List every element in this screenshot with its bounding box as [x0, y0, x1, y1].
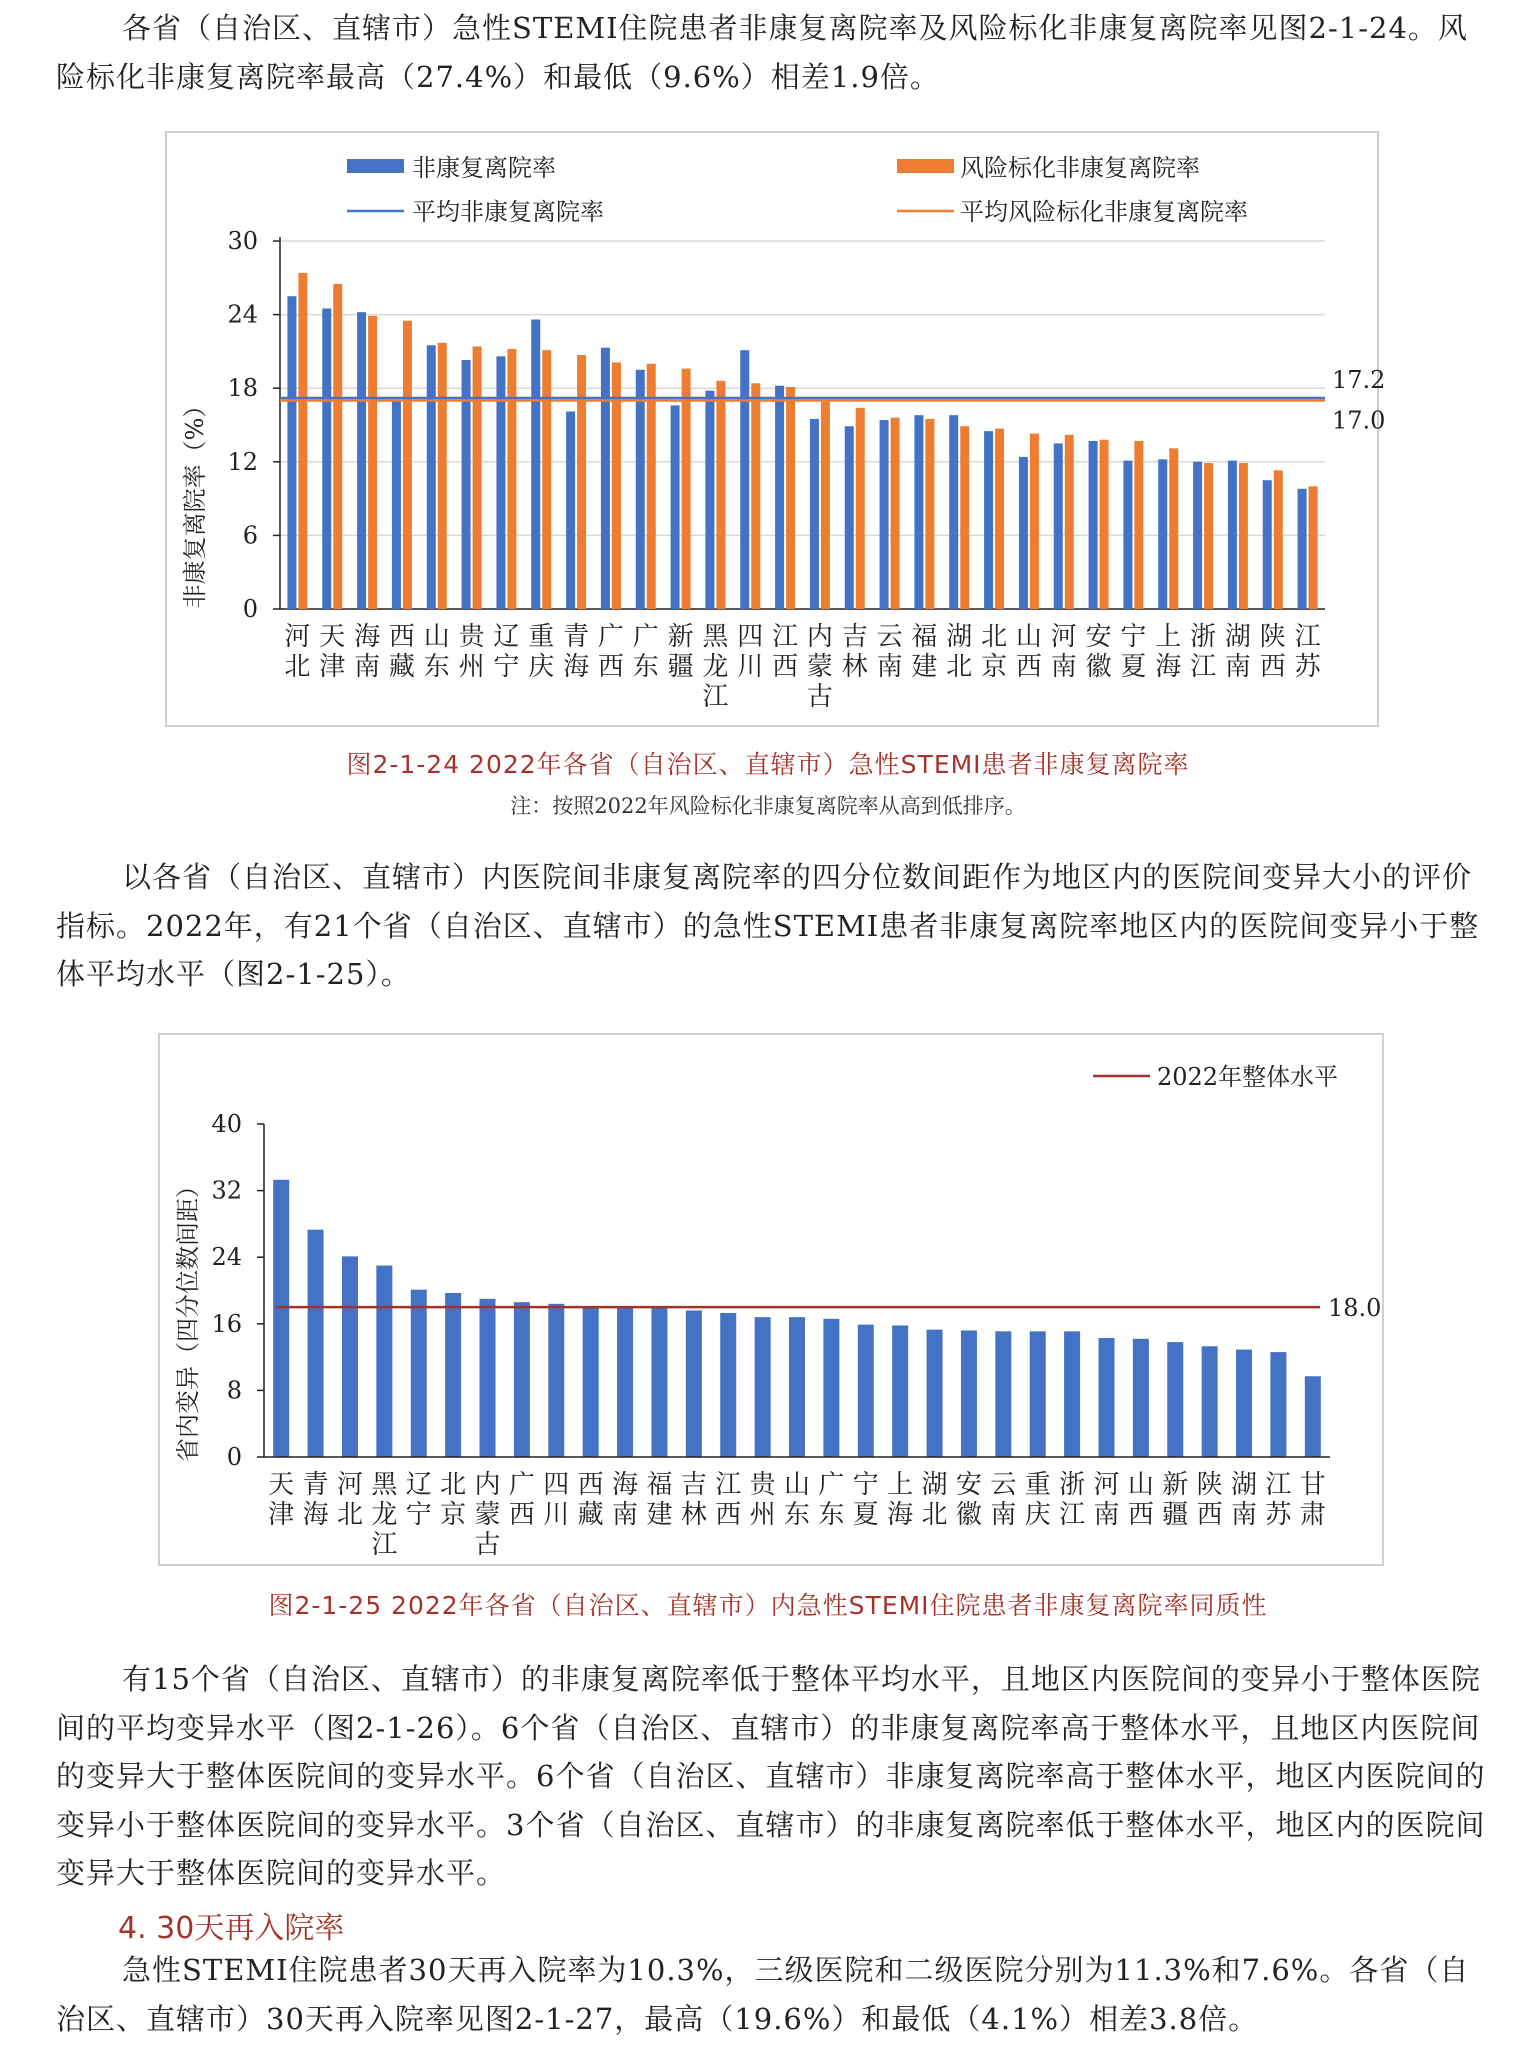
x-tick-label-新疆: 新 — [667, 622, 694, 652]
chart-fig-2-1-24 — [165, 131, 1386, 727]
bar-variation-河南 — [1098, 1338, 1114, 1457]
x-tick-label-山西: 山 — [1127, 1470, 1154, 1500]
bar-risk-rate-江苏 — [1309, 486, 1318, 609]
y-tick-label: 0 — [242, 595, 258, 623]
x-tick-label-湖北: 湖 — [946, 622, 973, 652]
bar-risk-rate-湖北 — [960, 426, 969, 609]
x-tick-label-山东: 东 — [423, 652, 450, 682]
intro-paragraph: 各省（自治区、直辖市）急性STEMI住院患者非康复离院率及风险标化非康复离院率见图2-1-24。风险标化非康复离院率最高（27.4%）和最低（9.6%）相差1.9倍。 — [56, 11, 1468, 94]
x-tick-label-甘肃: 肃 — [1299, 1500, 1326, 1530]
x-tick-label-海南: 南 — [354, 652, 381, 682]
x-tick-label-青海: 海 — [302, 1500, 329, 1530]
bar-risk-rate-内蒙古 — [821, 402, 830, 609]
bar-variation-福建 — [651, 1307, 667, 1457]
x-tick-label-浙江: 江 — [1059, 1500, 1086, 1530]
x-tick-label-贵州: 贵 — [749, 1470, 776, 1500]
bar-variation-江苏 — [1270, 1352, 1286, 1457]
bar-variation-海南 — [617, 1307, 633, 1457]
bar-variation-吉林 — [686, 1310, 702, 1457]
bar-variation-安徽 — [961, 1330, 977, 1457]
bar-rate-湖北 — [949, 415, 958, 609]
bar-risk-rate-黑龙江 — [716, 381, 725, 609]
bar-rate-河北 — [287, 296, 296, 609]
x-tick-label-新疆: 疆 — [667, 652, 694, 682]
legend-swatch-orange-bar — [897, 159, 954, 173]
y-tick-label: 12 — [227, 447, 258, 476]
x-tick-label-陕西: 西 — [1196, 1500, 1223, 1530]
x-tick-label-海南: 海 — [612, 1470, 639, 1500]
bar-variation-青海 — [308, 1230, 324, 1457]
bar-risk-rate-江西 — [786, 387, 795, 609]
figure-caption-2-1-24: 图2-1-24 2022年各省（自治区、直辖市）急性STEMI患者非康复离院率 — [346, 750, 1190, 779]
x-tick-label-山西: 山 — [1015, 622, 1042, 652]
bar-risk-rate-山西 — [1030, 434, 1039, 609]
bar-variation-宁夏 — [858, 1325, 874, 1457]
avg-rate-label: 17.2 — [1332, 366, 1386, 395]
x-tick-label-北京: 京 — [440, 1500, 467, 1530]
x-tick-label-山西: 西 — [1127, 1500, 1154, 1530]
bar-risk-rate-贵州 — [473, 346, 482, 609]
bar-risk-rate-河北 — [298, 273, 307, 609]
x-tick-label-青海: 海 — [563, 652, 590, 682]
bar-rate-青海 — [566, 412, 575, 609]
bar-variation-辽宁 — [411, 1290, 427, 1457]
bar-rate-浙江 — [1193, 462, 1202, 609]
x-tick-label-新疆: 疆 — [1162, 1500, 1189, 1530]
x-tick-label-山东: 山 — [783, 1470, 811, 1500]
x-tick-label-安徽: 徽 — [955, 1500, 982, 1530]
bar-variation-天津 — [273, 1180, 289, 1457]
legend-swatch-blue-bar — [347, 159, 404, 173]
bar-rate-海南 — [357, 312, 366, 609]
x-tick-label-吉林: 林 — [680, 1500, 707, 1530]
y-axis-title: 省内变异（四分位数间距） — [174, 1174, 202, 1462]
chart2-svg — [160, 1035, 1382, 1564]
bar-variation-湖北 — [927, 1330, 943, 1457]
x-tick-label-西藏: 西 — [577, 1470, 604, 1500]
x-tick-label-湖北: 北 — [946, 652, 973, 682]
x-tick-label-福建: 建 — [646, 1500, 673, 1530]
x-tick-label-广西: 广 — [508, 1470, 535, 1500]
y-axis-title: 非康复离院率（%） — [181, 393, 209, 609]
bar-risk-rate-辽宁 — [507, 349, 516, 609]
x-tick-label-河南: 河 — [1093, 1470, 1120, 1500]
x-tick-label-内蒙古: 古 — [474, 1530, 501, 1560]
x-tick-label-宁夏: 宁 — [852, 1470, 879, 1500]
x-tick-label-陕西: 陕 — [1259, 622, 1286, 652]
bar-variation-黑龙江 — [376, 1266, 392, 1457]
x-tick-label-重庆: 重 — [528, 622, 555, 652]
x-tick-label-山东: 山 — [423, 622, 450, 652]
bar-rate-江西 — [775, 386, 784, 609]
x-tick-label-上海: 上 — [887, 1470, 914, 1500]
x-tick-label-广东: 广 — [632, 622, 659, 652]
bar-variation-重庆 — [1030, 1331, 1046, 1457]
x-tick-label-辽宁: 宁 — [405, 1500, 432, 1530]
x-tick-label-吉林: 吉 — [841, 622, 868, 652]
x-tick-label-吉林: 吉 — [680, 1470, 707, 1500]
bar-rate-西藏 — [392, 400, 401, 609]
x-tick-label-西藏: 西 — [388, 622, 415, 652]
x-tick-label-内蒙古: 蒙 — [474, 1500, 501, 1530]
y-tick-label: 0 — [226, 1443, 242, 1471]
x-tick-label-安徽: 安 — [1085, 622, 1112, 652]
x-tick-label-天津: 天 — [268, 1470, 295, 1500]
legend-label-rate: 非康复离院率 — [412, 154, 556, 182]
x-tick-label-湖北: 湖 — [921, 1470, 948, 1500]
x-tick-label-河南: 河 — [1050, 622, 1077, 652]
x-tick-label-天津: 津 — [319, 652, 346, 682]
x-tick-label-北京: 北 — [440, 1470, 467, 1500]
bar-rate-上海 — [1158, 459, 1167, 609]
x-tick-label-四川: 川 — [737, 652, 764, 682]
x-tick-label-黑龙江: 江 — [702, 682, 729, 712]
bar-risk-rate-西藏 — [403, 321, 412, 609]
bar-variation-浙江 — [1064, 1331, 1080, 1457]
x-tick-label-天津: 津 — [268, 1500, 295, 1530]
x-tick-label-贵州: 州 — [749, 1500, 776, 1530]
x-tick-label-河北: 北 — [284, 652, 311, 682]
bar-risk-rate-海南 — [368, 316, 377, 609]
x-tick-label-宁夏: 夏 — [1120, 652, 1147, 682]
bar-rate-江苏 — [1298, 489, 1307, 609]
x-tick-label-云南: 南 — [876, 652, 903, 682]
x-tick-label-重庆: 重 — [1024, 1470, 1051, 1500]
chart1-svg — [167, 133, 1386, 725]
bar-rate-宁夏 — [1123, 461, 1132, 609]
bar-variation-上海 — [892, 1325, 908, 1457]
x-tick-label-浙江: 浙 — [1059, 1470, 1086, 1500]
x-tick-label-重庆: 庆 — [528, 652, 555, 682]
x-tick-label-黑龙江: 黑 — [371, 1470, 398, 1500]
x-tick-label-河北: 河 — [284, 622, 311, 652]
x-tick-label-安徽: 安 — [955, 1470, 982, 1500]
x-tick-label-河南: 南 — [1050, 652, 1077, 682]
bar-variation-山东 — [789, 1317, 805, 1457]
bar-rate-黑龙江 — [705, 391, 714, 609]
x-tick-label-湖南: 湖 — [1224, 622, 1251, 652]
x-tick-label-甘肃: 甘 — [1299, 1470, 1326, 1500]
x-tick-label-青海: 青 — [302, 1470, 329, 1500]
bar-rate-辽宁 — [496, 356, 505, 609]
x-tick-label-安徽: 徽 — [1085, 652, 1112, 682]
x-tick-label-福建: 福 — [911, 622, 938, 652]
x-tick-label-云南: 云 — [990, 1470, 1017, 1500]
x-tick-label-广西: 广 — [597, 622, 624, 652]
bar-variation-新疆 — [1167, 1342, 1183, 1457]
x-tick-label-四川: 四 — [737, 622, 764, 652]
bar-variation-广西 — [514, 1302, 530, 1457]
x-tick-label-吉林: 林 — [841, 652, 868, 682]
x-tick-label-陕西: 西 — [1259, 652, 1286, 682]
bar-variation-贵州 — [755, 1317, 771, 1457]
x-tick-label-山西: 西 — [1015, 652, 1042, 682]
bar-rate-山西 — [1019, 457, 1028, 609]
x-tick-label-湖南: 南 — [1231, 1500, 1258, 1530]
bar-variation-湖南 — [1236, 1350, 1252, 1457]
x-tick-label-新疆: 新 — [1162, 1470, 1189, 1500]
x-tick-label-湖北: 北 — [921, 1500, 948, 1530]
x-tick-label-云南: 云 — [876, 622, 903, 652]
x-tick-label-云南: 南 — [990, 1500, 1017, 1530]
bar-rate-北京 — [984, 431, 993, 609]
x-tick-label-四川: 川 — [543, 1500, 570, 1530]
x-tick-label-浙江: 江 — [1190, 652, 1217, 682]
bar-variation-甘肃 — [1305, 1376, 1321, 1457]
x-tick-label-宁夏: 夏 — [852, 1500, 879, 1530]
bar-variation-北京 — [445, 1293, 461, 1457]
figure-caption-2-1-25: 图2-1-25 2022年各省（自治区、直辖市）内急性STEMI住院患者非康复离院率同质性 — [268, 1591, 1268, 1620]
x-tick-label-北京: 北 — [981, 622, 1008, 652]
legend-label-avg-rate: 平均非康复离院率 — [412, 198, 604, 226]
x-tick-label-福建: 建 — [911, 652, 938, 682]
x-tick-label-江西: 西 — [715, 1500, 742, 1530]
y-tick-label: 18 — [227, 374, 258, 403]
x-tick-label-上海: 海 — [887, 1500, 914, 1530]
bar-variation-河北 — [342, 1256, 358, 1457]
overall-level-label: 18.0 — [1328, 1294, 1382, 1323]
y-tick-label: 6 — [242, 521, 258, 550]
legend-label-overall: 2022年整体水平 — [1157, 1063, 1339, 1091]
x-tick-label-陕西: 陕 — [1196, 1470, 1223, 1500]
bar-risk-rate-天津 — [333, 284, 342, 609]
bar-risk-rate-重庆 — [542, 350, 551, 609]
readmission-paragraph: 急性STEMI住院患者30天再入院率为10.3%，三级医院和二级医院分别为11.3%和7.6%。各省（自治区、直辖市）30天再入院率见图2-1-27，最高（19.6%）和最低（4.1%）相差3.8倍。 — [56, 1953, 1470, 2036]
bar-variation-西藏 — [583, 1306, 599, 1457]
bar-variation-内蒙古 — [480, 1299, 496, 1457]
x-tick-label-江西: 江 — [772, 622, 799, 652]
bar-risk-rate-浙江 — [1204, 463, 1213, 609]
bar-rate-河南 — [1054, 443, 1063, 609]
x-tick-label-上海: 海 — [1155, 652, 1182, 682]
x-tick-label-河北: 北 — [336, 1500, 363, 1530]
bar-rate-广西 — [601, 348, 610, 609]
x-tick-label-湖南: 南 — [1224, 652, 1251, 682]
y-tick-label: 8 — [226, 1376, 242, 1405]
x-tick-label-黑龙江: 江 — [371, 1530, 398, 1560]
x-tick-label-江苏: 苏 — [1294, 652, 1321, 682]
x-tick-label-西藏: 藏 — [388, 652, 415, 682]
x-tick-label-宁夏: 宁 — [1120, 622, 1147, 652]
bar-rate-吉林 — [845, 426, 854, 609]
x-tick-label-内蒙古: 蒙 — [806, 652, 833, 682]
x-tick-label-上海: 上 — [1155, 622, 1182, 652]
x-tick-label-海南: 海 — [354, 622, 381, 652]
bar-rate-湖南 — [1228, 461, 1237, 609]
x-tick-label-河南: 南 — [1093, 1500, 1120, 1530]
x-tick-label-湖南: 湖 — [1231, 1470, 1258, 1500]
x-tick-label-黑龙江: 龙 — [371, 1500, 398, 1530]
bar-risk-rate-湖南 — [1239, 463, 1248, 609]
bar-risk-rate-四川 — [751, 383, 760, 609]
x-tick-label-广西: 西 — [597, 652, 624, 682]
bar-rate-福建 — [914, 415, 923, 609]
bar-risk-rate-吉林 — [856, 408, 865, 609]
bar-rate-天津 — [322, 308, 331, 609]
x-tick-label-浙江: 浙 — [1190, 622, 1217, 652]
bar-risk-rate-青海 — [577, 355, 586, 609]
x-tick-label-福建: 福 — [646, 1470, 673, 1500]
x-tick-label-内蒙古: 内 — [806, 622, 833, 652]
bar-rate-云南 — [880, 420, 889, 609]
bar-rate-广东 — [636, 370, 645, 609]
x-tick-label-青海: 青 — [563, 622, 590, 652]
x-tick-label-贵州: 贵 — [458, 622, 485, 652]
bar-rate-山东 — [427, 345, 436, 609]
bar-rate-陕西 — [1263, 480, 1272, 609]
y-tick-label: 32 — [211, 1176, 242, 1205]
bar-rate-重庆 — [531, 320, 540, 609]
bar-risk-rate-上海 — [1169, 448, 1178, 609]
x-tick-label-西藏: 藏 — [577, 1500, 604, 1530]
bar-variation-广东 — [823, 1319, 839, 1457]
bar-variation-四川 — [548, 1304, 564, 1457]
x-tick-label-辽宁: 宁 — [493, 652, 520, 682]
x-tick-label-江西: 江 — [715, 1470, 742, 1500]
x-tick-label-山东: 东 — [783, 1500, 811, 1530]
x-tick-label-海南: 南 — [612, 1500, 639, 1530]
bar-risk-rate-新疆 — [682, 369, 691, 609]
bar-risk-rate-陕西 — [1274, 470, 1283, 609]
avg-risk-rate-label: 17.0 — [1332, 406, 1386, 435]
bar-rate-内蒙古 — [810, 419, 819, 609]
x-tick-label-内蒙古: 古 — [806, 682, 833, 712]
quadrant-paragraph: 有15个省（自治区、直辖市）的非康复离院率低于整体平均水平，且地区内医院间的变异小于整体医院间的平均变异水平（图2-1-26）。6个省（自治区、直辖市）的非康复离院率高于整体水平，且地区内医院间的变异大于整体医院间的变异水平。6个省（自治区、直辖市）非康复离院率高于整体水平，地区内医院间的变异小于整体医院间的变异水平。3个省（自治区、直辖市）的非康复离院率低于整体水平，地区内的医院间变异大于整体医院间的变异水平。 — [56, 1662, 1486, 1890]
bar-risk-rate-福建 — [925, 419, 934, 609]
y-tick-label: 16 — [211, 1309, 242, 1338]
section-heading-readmission: 4. 30天再入院率 — [118, 1911, 345, 1946]
figure-note-2-1-24: 注：按照2022年风险标化非康复离院率从高到低排序。 — [510, 794, 1026, 818]
bar-rate-安徽 — [1089, 441, 1098, 609]
y-tick-label: 40 — [211, 1110, 242, 1138]
y-tick-label: 24 — [211, 1243, 242, 1272]
x-tick-label-天津: 天 — [319, 622, 346, 652]
x-tick-label-河北: 河 — [336, 1470, 363, 1500]
bar-risk-rate-河南 — [1065, 435, 1074, 609]
x-tick-label-内蒙古: 内 — [474, 1470, 501, 1500]
iqr-paragraph: 以各省（自治区、直辖市）内医院间非康复离院率的四分位数间距作为地区内的医院间变异大小的评价指标。2022年，有21个省（自治区、直辖市）的急性STEMI患者非康复离院率地区内的医院间变异小于整体平均水平（图2-1-25）。 — [56, 860, 1480, 991]
y-tick-label: 30 — [227, 227, 258, 255]
x-tick-label-江苏: 江 — [1265, 1470, 1292, 1500]
bar-risk-rate-北京 — [995, 429, 1004, 609]
legend-label-avg-risk-rate: 平均风险标化非康复离院率 — [960, 198, 1248, 226]
bar-rate-新疆 — [671, 405, 680, 609]
x-tick-label-广东: 东 — [632, 652, 659, 682]
bar-variation-山西 — [1133, 1339, 1149, 1457]
bar-variation-江西 — [720, 1313, 736, 1457]
bar-variation-云南 — [995, 1331, 1011, 1457]
x-tick-label-北京: 京 — [981, 652, 1008, 682]
x-tick-label-广东: 广 — [818, 1470, 845, 1500]
x-tick-label-广西: 西 — [508, 1500, 535, 1530]
bar-risk-rate-宁夏 — [1134, 441, 1143, 609]
x-tick-label-江苏: 苏 — [1265, 1500, 1292, 1530]
x-tick-label-重庆: 庆 — [1024, 1500, 1051, 1530]
x-tick-label-辽宁: 辽 — [493, 622, 520, 652]
x-tick-label-江西: 西 — [772, 652, 799, 682]
x-tick-label-辽宁: 辽 — [405, 1470, 432, 1500]
bar-risk-rate-山东 — [438, 343, 447, 609]
legend-label-risk-rate: 风险标化非康复离院率 — [960, 154, 1200, 182]
bar-risk-rate-云南 — [891, 418, 900, 609]
bar-rate-四川 — [740, 350, 749, 609]
x-tick-label-黑龙江: 黑 — [702, 622, 729, 652]
x-tick-label-贵州: 州 — [458, 652, 485, 682]
x-tick-label-江苏: 江 — [1294, 622, 1321, 652]
chart-fig-2-1-25 — [158, 1033, 1384, 1566]
x-tick-label-四川: 四 — [543, 1470, 570, 1500]
x-tick-label-黑龙江: 龙 — [702, 652, 729, 682]
bar-variation-陕西 — [1202, 1346, 1218, 1457]
x-tick-label-广东: 东 — [818, 1500, 845, 1530]
bar-risk-rate-安徽 — [1100, 440, 1109, 609]
y-tick-label: 24 — [227, 300, 258, 329]
